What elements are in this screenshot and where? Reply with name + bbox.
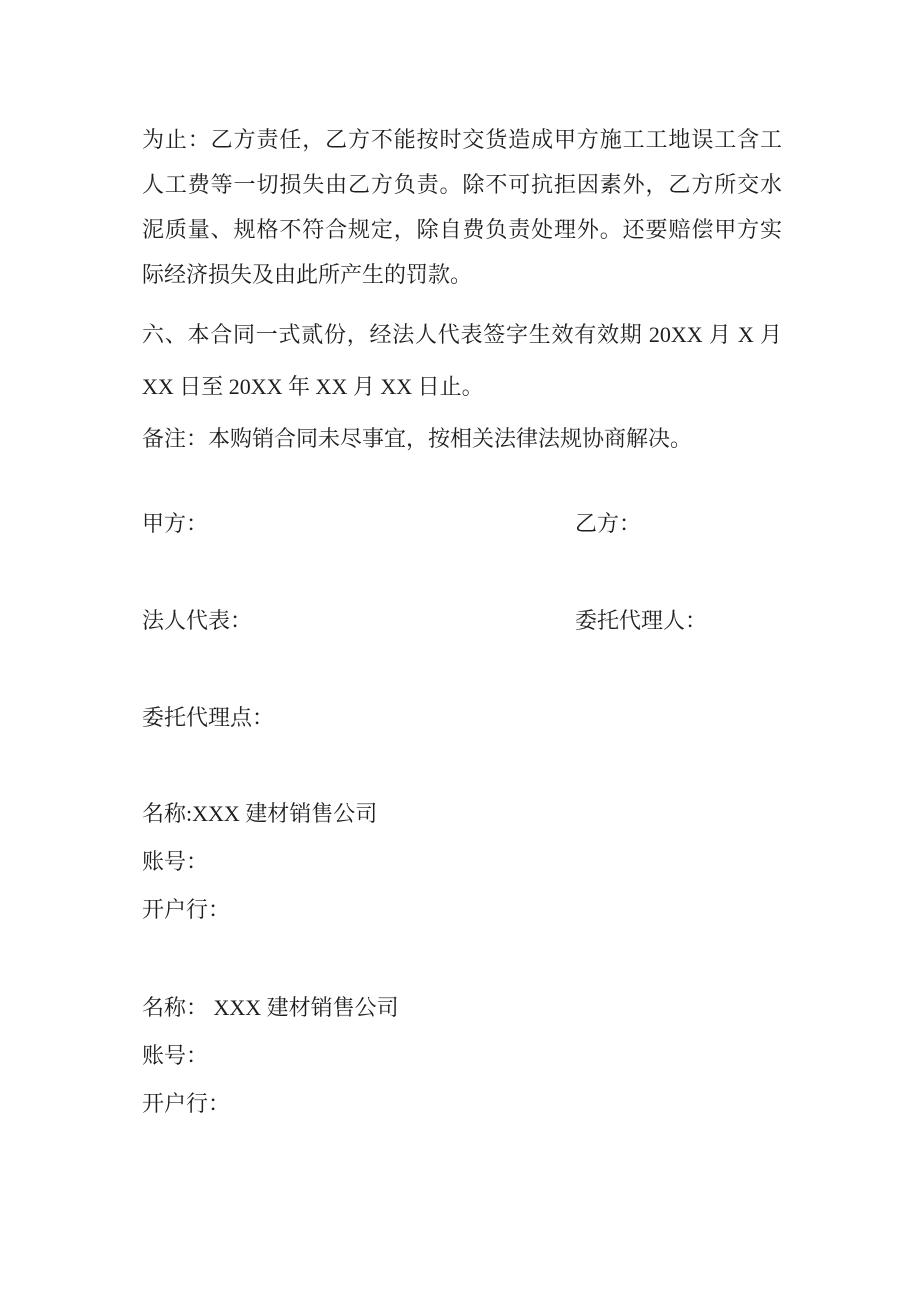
bank-label: 开户行： [142, 1091, 231, 1116]
contract-content [142, 117, 782, 1128]
party-row [142, 500, 782, 548]
paragraph-line: 泥质量、规格不符合规定，除自费负责处理外。还要赔偿甲方实 [142, 217, 782, 242]
account-label: 账号： [142, 849, 209, 874]
party-a-label: 甲方： [142, 511, 209, 536]
representative-row [142, 597, 782, 645]
remark-paragraph [142, 413, 782, 465]
agency-point-label: 委托代理点： [142, 705, 275, 730]
legal-rep-label: 法人代表： [142, 608, 253, 633]
paragraph-line: 为止：乙方责任，乙方不能按时交货造成甲方施工工地误工含工 [142, 127, 782, 152]
paragraph-line: 际经济损失及由此所产生的罚款。 [142, 262, 473, 287]
party-b-label: 乙方： [575, 511, 642, 536]
paragraph-line: 六、本合同一式贰份，经法人代表签字生效有效期 20XX 月 X 月 [142, 322, 782, 347]
paragraph-line: 人工费等一切损失由乙方负责。除不可抗拒因素外，乙方所交水 [142, 172, 782, 197]
agent-label: 委托代理人： [575, 608, 708, 633]
seller-name-line: 名称： XXX 建材销售公司 [142, 995, 399, 1020]
clause-six-paragraph [142, 309, 782, 413]
bank-label: 开户行： [142, 897, 231, 922]
remark-line: 备注：本购销合同未尽事宜，按相关法律法规协商解决。 [142, 426, 693, 451]
paragraph-line: XX 日至 20XX 年 XX 月 XX 日止。 [142, 374, 484, 399]
seller-name-line: 名称:XXX 建材销售公司 [142, 801, 378, 826]
account-label: 账号： [142, 1043, 209, 1068]
liability-paragraph [142, 117, 782, 297]
